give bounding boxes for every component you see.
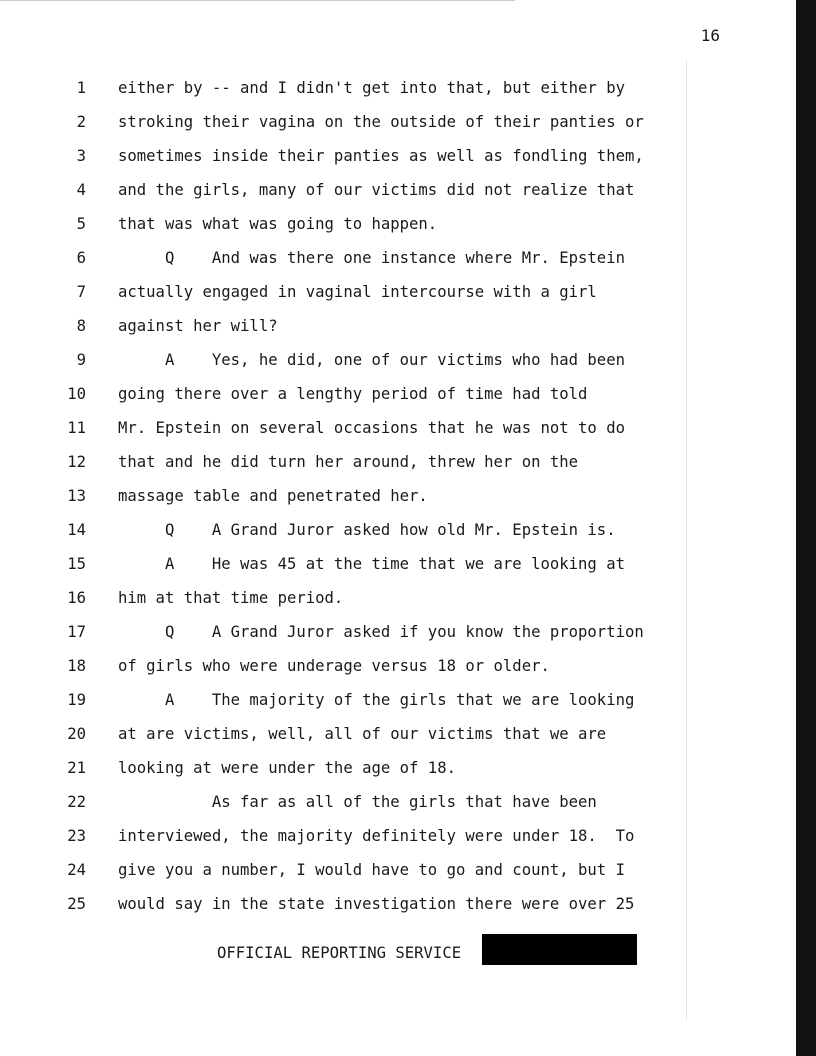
line-number: 21 bbox=[67, 759, 86, 777]
transcript-line bbox=[0, 689, 740, 723]
line-text: Q A Grand Juror asked how old Mr. Epstein is. bbox=[118, 521, 616, 539]
transcript-body bbox=[0, 77, 740, 927]
line-number: 2 bbox=[76, 113, 86, 131]
line-number: 10 bbox=[67, 385, 86, 403]
line-text: stroking their vagina on the outside of their panties or bbox=[118, 113, 644, 131]
line-text: sometimes inside their panties as well as fondling them, bbox=[118, 147, 644, 165]
line-text: him at that time period. bbox=[118, 589, 344, 607]
line-number: 17 bbox=[67, 623, 86, 641]
transcript-line bbox=[0, 859, 740, 893]
transcript-line bbox=[0, 587, 740, 621]
line-text: that was what was going to happen. bbox=[118, 215, 438, 233]
transcript-line bbox=[0, 111, 740, 145]
transcript-line bbox=[0, 213, 740, 247]
line-number: 24 bbox=[67, 861, 86, 879]
line-number: 22 bbox=[67, 793, 86, 811]
line-number: 18 bbox=[67, 657, 86, 675]
line-text: A He was 45 at the time that we are looking at bbox=[118, 555, 625, 573]
transcript-line bbox=[0, 655, 740, 689]
transcript-line bbox=[0, 315, 740, 349]
transcript-line bbox=[0, 519, 740, 553]
page-number: 16 bbox=[700, 26, 720, 45]
transcript-line bbox=[0, 553, 740, 587]
line-number: 1 bbox=[76, 79, 86, 97]
redaction-box bbox=[482, 934, 637, 965]
transcript-line bbox=[0, 485, 740, 519]
transcript-line bbox=[0, 247, 740, 281]
line-text: either by -- and I didn't get into that, but either by bbox=[118, 79, 625, 97]
line-number: 12 bbox=[67, 453, 86, 471]
line-number: 16 bbox=[67, 589, 86, 607]
transcript-line bbox=[0, 757, 740, 791]
scan-edge-shadow bbox=[796, 0, 816, 1056]
line-number: 23 bbox=[67, 827, 86, 845]
transcript-line bbox=[0, 451, 740, 485]
transcript-line bbox=[0, 145, 740, 179]
transcript-line bbox=[0, 281, 740, 315]
line-number: 20 bbox=[67, 725, 86, 743]
transcript-line bbox=[0, 791, 740, 825]
line-text: massage table and penetrated her. bbox=[118, 487, 428, 505]
line-text: A The majority of the girls that we are looking bbox=[118, 691, 635, 709]
line-text: Q And was there one instance where Mr. Epstein bbox=[118, 249, 625, 267]
line-number: 11 bbox=[67, 419, 86, 437]
line-text: and the girls, many of our victims did not realize that bbox=[118, 181, 635, 199]
transcript-line bbox=[0, 383, 740, 417]
transcript-line bbox=[0, 417, 740, 451]
line-number: 7 bbox=[76, 283, 86, 301]
scan-edge-line bbox=[0, 0, 515, 1]
line-number: 19 bbox=[67, 691, 86, 709]
transcript-line bbox=[0, 825, 740, 859]
line-text: at are victims, well, all of our victims that we are bbox=[118, 725, 607, 743]
line-number: 9 bbox=[76, 351, 86, 369]
line-text: would say in the state investigation there were over 25 bbox=[118, 895, 635, 913]
transcript-line bbox=[0, 893, 740, 927]
footer-reporting-service: OFFICIAL REPORTING SERVICE bbox=[217, 944, 462, 962]
line-number: 8 bbox=[76, 317, 86, 335]
line-number: 5 bbox=[76, 215, 86, 233]
line-text: A Yes, he did, one of our victims who had been bbox=[118, 351, 625, 369]
transcript-line bbox=[0, 179, 740, 213]
line-number: 3 bbox=[76, 147, 86, 165]
line-text: of girls who were underage versus 18 or older. bbox=[118, 657, 550, 675]
line-number: 13 bbox=[67, 487, 86, 505]
line-number: 15 bbox=[67, 555, 86, 573]
line-text: interviewed, the majority definitely were under 18. To bbox=[118, 827, 635, 845]
line-text: against her will? bbox=[118, 317, 278, 335]
line-number: 4 bbox=[76, 181, 86, 199]
line-text: actually engaged in vaginal intercourse with a girl bbox=[118, 283, 597, 301]
line-text: Q A Grand Juror asked if you know the proportion bbox=[118, 623, 644, 641]
line-number: 25 bbox=[67, 895, 86, 913]
transcript-line bbox=[0, 723, 740, 757]
line-number: 14 bbox=[67, 521, 86, 539]
line-text: going there over a lengthy period of time had told bbox=[118, 385, 588, 403]
line-number: 6 bbox=[76, 249, 86, 267]
line-text: give you a number, I would have to go and count, but I bbox=[118, 861, 625, 879]
transcript-line bbox=[0, 621, 740, 655]
transcript-line bbox=[0, 349, 740, 383]
line-text: looking at were under the age of 18. bbox=[118, 759, 456, 777]
line-text: Mr. Epstein on several occasions that he was not to do bbox=[118, 419, 625, 437]
line-text: As far as all of the girls that have been bbox=[118, 793, 597, 811]
transcript-line bbox=[0, 77, 740, 111]
line-text: that and he did turn her around, threw her on the bbox=[118, 453, 579, 471]
